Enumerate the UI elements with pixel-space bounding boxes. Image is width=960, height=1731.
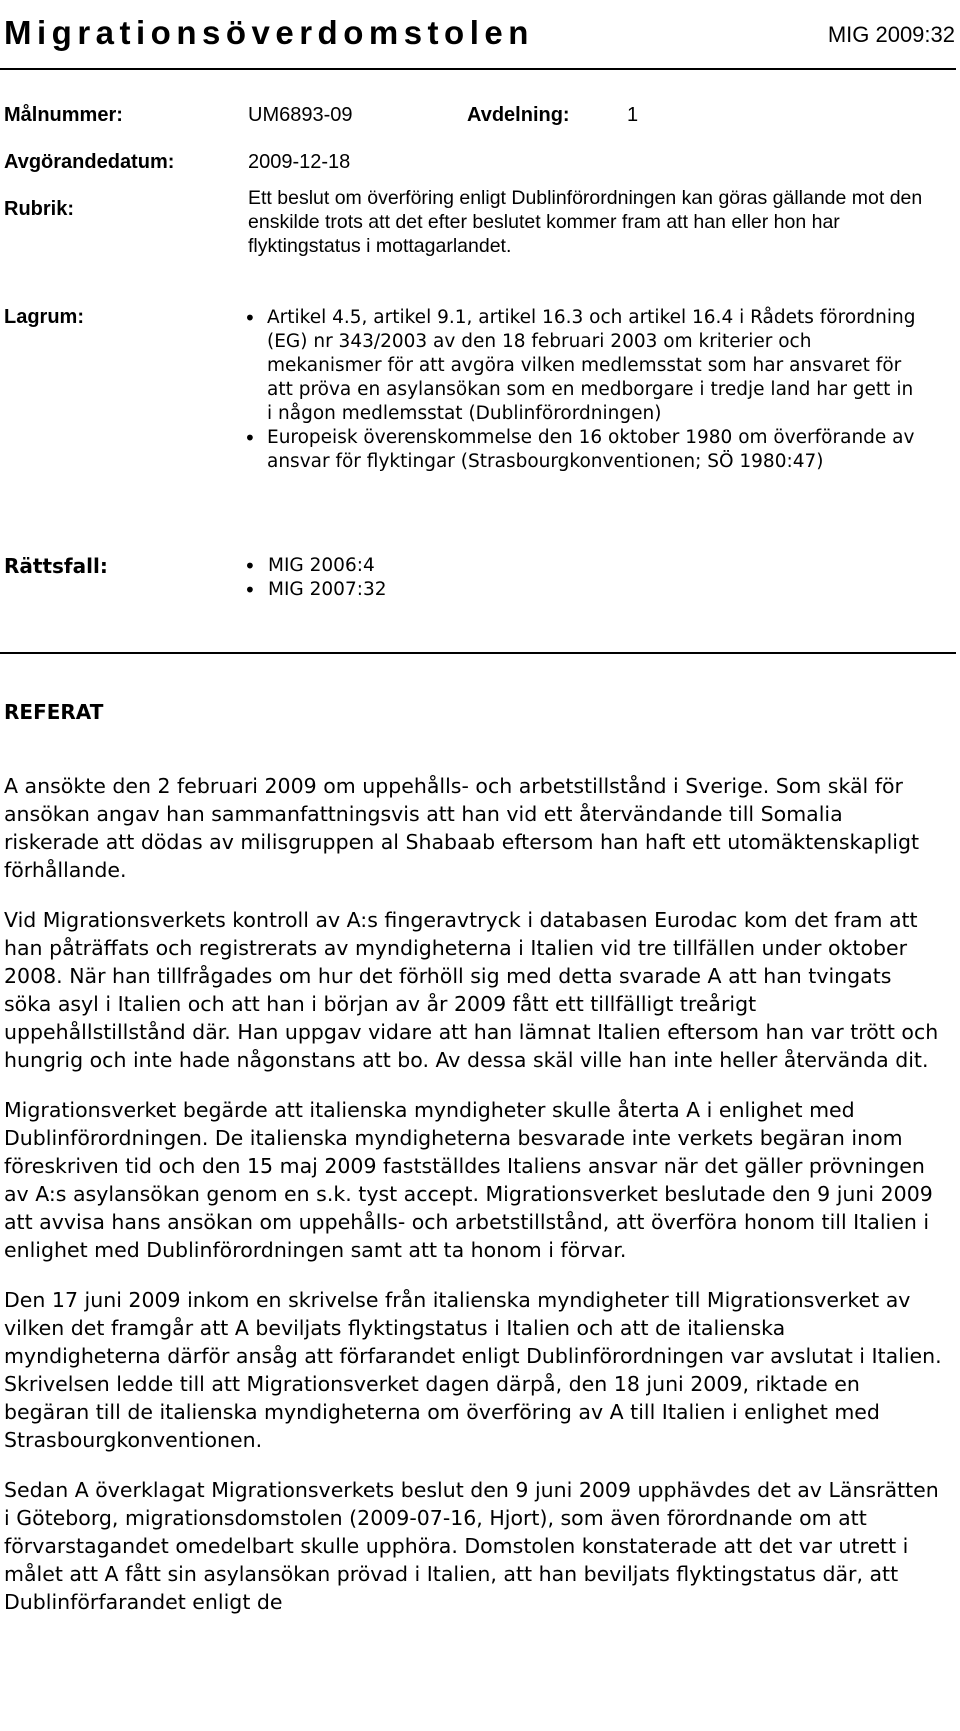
case-reference: MIG 2009:32 xyxy=(827,22,955,47)
referat-paragraph: Vid Migrationsverkets kontroll av A:s fingeravtryck i databasen Eurodac kom det fram att han påträffats och registrerats av myndigheterna i Italien vid tre tillfällen under oktober 2008. När han tillfrågades om hur det förhöll sig med detta svarade A att han tvingats söka asyl i Italien och att han i början av år 2009 fått ett tillfälligt treårigt uppehållstillstånd där. Han uppgav vidare att han lämnat Italien eftersom han var trött och hungrig och inte hade någonstans att bo. Av dessa skäl ville han inte heller återvända dit. xyxy=(4,908,939,1072)
rattsfall-item: • MIG 2007:32 xyxy=(240,578,930,602)
rattsfall-label: Rättsfall: xyxy=(4,554,108,578)
rattsfall-list xyxy=(240,554,930,602)
referat-heading: REFERAT xyxy=(4,700,104,724)
rubrik-text: Ett beslut om överföring enligt Dublinförordningen kan göras gällande mot den enskilde trots att det efter beslutet kommer fram att han eller hon har flyktingstatus i mottagarlandet. xyxy=(248,187,923,257)
court-title: Migrationsöverdomstolen xyxy=(4,14,534,51)
malnummer-label: Målnummer: xyxy=(4,104,123,126)
referat-paragraph: A ansökte den 2 februari 2009 om uppehålls- och arbetstillstånd i Sverige. Som skäl för ansökan angav han sammanfattningsvis att han vid ett återvändande till Somalia riskerade att dödas av milisgruppen al Shabaab eftersom han haft ett utomäktenskapligt förhållande. xyxy=(4,774,920,882)
lagrum-list xyxy=(240,306,920,474)
avdelning-label: Avdelning: xyxy=(467,104,570,126)
referat-paragraph: Sedan A överklagat Migrationsverkets beslut den 9 juni 2009 upphävdes det av Länsrätten i Göteborg, migrationsdomstolen (2009-07-16, Hjort), som även förordnande om att förvarstagandet omedelbart skulle upphöra. Domstolen konstaterade att det var utrett i målet att A fått sin asylansökan prövad i Italien, att han beviljats flyktingstatus där, att Dublinförfarandet enligt de xyxy=(4,1478,939,1614)
rubrik-label: Rubrik: xyxy=(4,198,74,220)
header-divider xyxy=(0,68,956,70)
avgorandedatum-label: Avgörandedatum: xyxy=(4,151,175,173)
referat-paragraph: Den 17 juni 2009 inkom en skrivelse från italienska myndigheter till Migrationsverket av vilken det framgår att A beviljats flyktingstatus i Italien och att de italienska myndigheterna därför ansåg att förfarandet enligt Dublinförordningen var avslutat i Italien. Skrivelsen ledde till att Migrationsverket dagen därpå, den 18 juni 2009, riktade en begäran till de italienska myndigheterna om överföring av A till Italien i enlighet med Strasbourgkonventionen. xyxy=(4,1288,942,1452)
referat-paragraph: Migrationsverket begärde att italienska myndigheter skulle återta A i enlighet med Dublinförordningen. De italienska myndigheterna besvarade inte verkets begäran inom föreskriven tid och den 15 maj 2009 fastställdes Italiens ansvar när det gäller prövningen av A:s asylansökan genom en s.k. tyst accept. Migrationsverket beslutade den 9 juni 2009 att avvisa hans ansökan om uppehålls- och arbetstillstånd, att överföra honom till Italien i enlighet med Dublinförordningen samt att ta honom i förvar. xyxy=(4,1098,933,1262)
avgorandedatum-value: 2009-12-18 xyxy=(248,151,351,173)
lagrum-label: Lagrum: xyxy=(4,306,84,328)
lagrum-item: • Artikel 4.5, artikel 9.1, artikel 16.3 och artikel 16.4 i Rådets förordning (EG) nr 343/2003 av den 18 februari 2003 om kriterier och mekanismer för att avgöra vilken medlemsstat som har ansvaret för att pröva en asylansökan som en medborgare i tredje land har gett in i någon medlemsstat (Dublinförordningen) xyxy=(240,306,920,426)
rattsfall-item: • MIG 2006:4 xyxy=(240,554,930,578)
referat-body xyxy=(4,772,944,1638)
section-divider xyxy=(0,652,956,654)
avdelning-value: 1 xyxy=(627,104,639,126)
malnummer-value: UM6893-09 xyxy=(248,104,353,126)
lagrum-item: • Europeisk överenskommelse den 16 oktober 1980 om överförande av ansvar för flyktingar (Strasbourgkonventionen; SÖ 1980:47) xyxy=(240,426,920,474)
